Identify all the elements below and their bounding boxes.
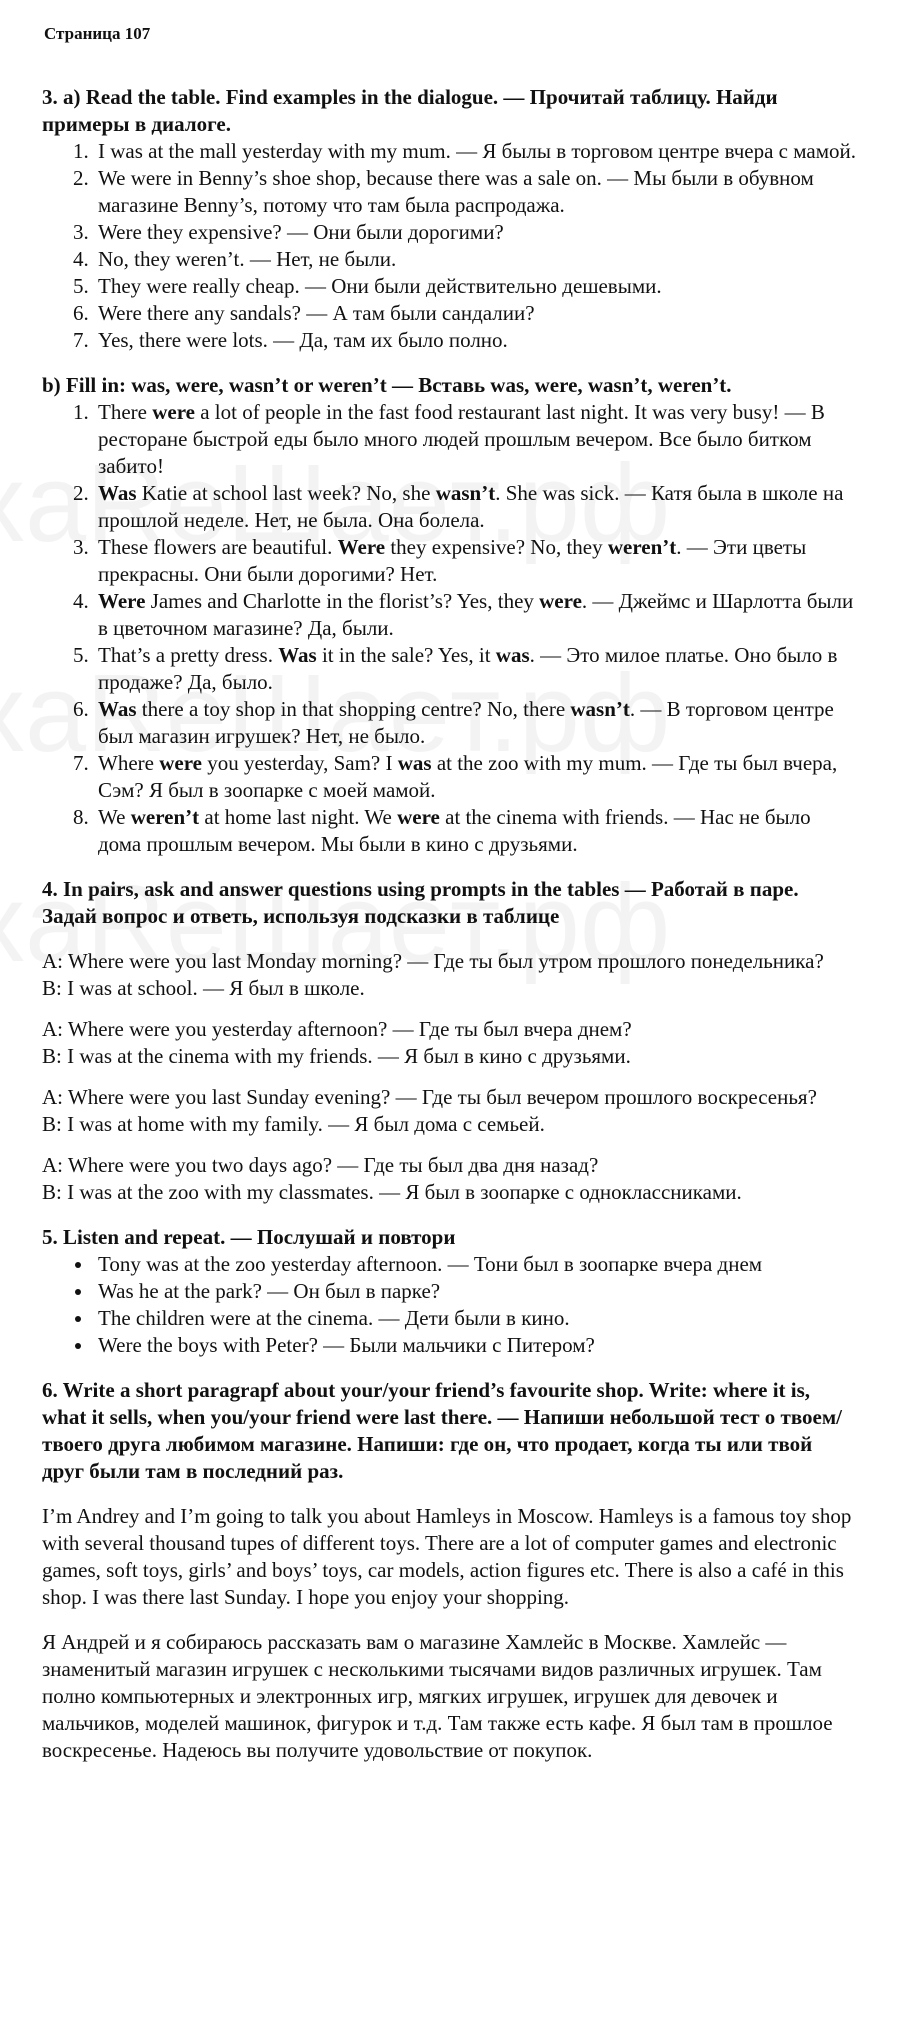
dialogue xyxy=(42,1084,857,1138)
dialogue xyxy=(42,1152,857,1206)
list-item: 4. Were James and Charlotte in the florist’s? Yes, they were. — Джеймс и Шарлотта были в цветочном магазине? Да, были. xyxy=(94,588,857,642)
dialogue-question: A: Where were you last Monday morning? — Где ты был утром прошлого понедельника? xyxy=(42,949,824,973)
ex3a-list xyxy=(42,138,857,354)
ex3b-title: b) Fill in: was, were, wasn’t or weren’t — Вставь was, were, wasn’t, weren’t. xyxy=(42,373,732,397)
dialogue xyxy=(42,948,857,1002)
list-item: 7. Yes, there were lots. — Да, там их было полно. xyxy=(94,327,857,354)
dialogue-answer: B: I was at the cinema with my friends. — Я был в кино с друзьями. xyxy=(42,1044,631,1068)
paragraph-russian: Я Андрей и я собираюсь рассказать вам о магазине Хамлейс в Москве. Хамлейс — знаменитый магазин игрушек с несколькими тысячами видов различных игрушек. Там полно компьютерных и электронных игр, мягких игрушек, игрушек для девочек и мальчиков, моделей машинок, фигурок и т.д. Там также есть кафе. Я был там в прошлое воскресенье. Надеюсь вы получите удовольствие от покупок. xyxy=(42,1630,833,1762)
list-item: 1. There were a lot of people in the fast food restaurant last night. It was very busy! — В ресторане быстрой еды было много людей прошлым вечером. Все было битком забито! xyxy=(94,399,857,480)
ex3b-list xyxy=(42,399,857,858)
page-header: Страница 107 xyxy=(44,24,151,43)
dialogue xyxy=(42,1016,857,1070)
ex5-title: 5. Listen and repeat. — Послушай и повтори xyxy=(42,1225,456,1249)
ex5-list xyxy=(42,1251,857,1359)
dialogue-question: A: Where were you two days ago? — Где ты был два дня назад? xyxy=(42,1153,599,1177)
list-item: 2. We were in Benny’s shoe shop, because there was a sale on. — Мы были в обувном магазине Benny’s, потому что там была распродажа. xyxy=(94,165,857,219)
dialogue-question: A: Where were you yesterday afternoon? — Где ты был вчера днем? xyxy=(42,1017,632,1041)
list-item: 6. Was there a toy shop in that shopping centre? No, there wasn’t. — В торговом центре был магазин игрушек? Нет, не было. xyxy=(94,696,857,750)
list-item: • The children were at the cinema. — Дети были в кино. xyxy=(94,1305,857,1332)
list-item: 7. Where were you yesterday, Sam? I was at the zoo with my mum. — Где ты был вчера, Сэм? Я был в зоопарке с моей мамой. xyxy=(94,750,857,804)
list-item: • Was he at the park? — Он был в парке? xyxy=(94,1278,857,1305)
ex6-title: 6. Write a short paragrapf about your/your friend’s favourite shop. Write: where it is, what it sells, when you/your friend were last there. — Напиши небольшой тест о твоем/твоего друга любимом магазине. Напиши: где он, что продает, когда ты или твой друг были там в последний раз. xyxy=(42,1378,842,1483)
list-item: 2. Was Katie at school last week? No, she wasn’t. She was sick. — Катя была в школе на прошлой неделе. Нет, не была. Она болела. xyxy=(94,480,857,534)
list-item: 8. We weren’t at home last night. We were at the cinema with friends. — Нас не было дома прошлым вечером. Мы были в кино с друзьями. xyxy=(94,804,857,858)
list-item: 5. That’s a pretty dress. Was it in the sale? Yes, it was. — Это милое платье. Оно было в продаже? Да, было. xyxy=(94,642,857,696)
dialogue-question: A: Where were you last Sunday evening? — Где ты был вечером прошлого воскресенья? xyxy=(42,1085,817,1109)
list-item: 3. Were they expensive? — Они были дорогими? xyxy=(94,219,857,246)
list-item: 1. I was at the mall yesterday with my mum. — Я былы в торговом центре вчера с мамой. xyxy=(94,138,857,165)
list-item: 3. These flowers are beautiful. Were they expensive? No, they weren’t. — Эти цветы прекрасны. Они были дорогими? Нет. xyxy=(94,534,857,588)
content xyxy=(42,84,857,1764)
ex4-title: 4. In pairs, ask and answer questions using prompts in the tables — Работай в паре. Задай вопрос и ответь, используя подсказки в таблице xyxy=(42,877,799,928)
list-item: • Tony was at the zoo yesterday afternoon. — Тони был в зоопарке вчера днем xyxy=(94,1251,857,1278)
paragraph-english: I’m Andrey and I’m going to talk you about Hamleys in Moscow. Hamleys is a famous toy shop with several thousand tupes of different toys. There are a lot of computer games and electronic games, soft toys, girls’ and boys’ toys, car models, action figures etc. There is also a café in this shop. I was there last Sunday. I hope you enjoy your shopping. xyxy=(42,1504,852,1609)
list-item: • Were the boys with Peter? — Были мальчики с Питером? xyxy=(94,1332,857,1359)
dialogue-answer: B: I was at home with my family. — Я был дома с семьей. xyxy=(42,1112,545,1136)
ex3a-title: 3. a) Read the table. Find examples in the dialogue. — Прочитай таблицу. Найди примеры в диалоге. xyxy=(42,85,778,136)
list-item: 4. No, they weren’t. — Нет, не были. xyxy=(94,246,857,273)
dialogue-answer: B: I was at the zoo with my classmates. — Я был в зоопарке с одноклассниками. xyxy=(42,1180,742,1204)
dialogue-answer: B: I was at school. — Я был в школе. xyxy=(42,976,365,1000)
list-item: 5. They were really cheap. — Они были действительно дешевыми. xyxy=(94,273,857,300)
list-item: 6. Were there any sandals? — А там были сандалии? xyxy=(94,300,857,327)
